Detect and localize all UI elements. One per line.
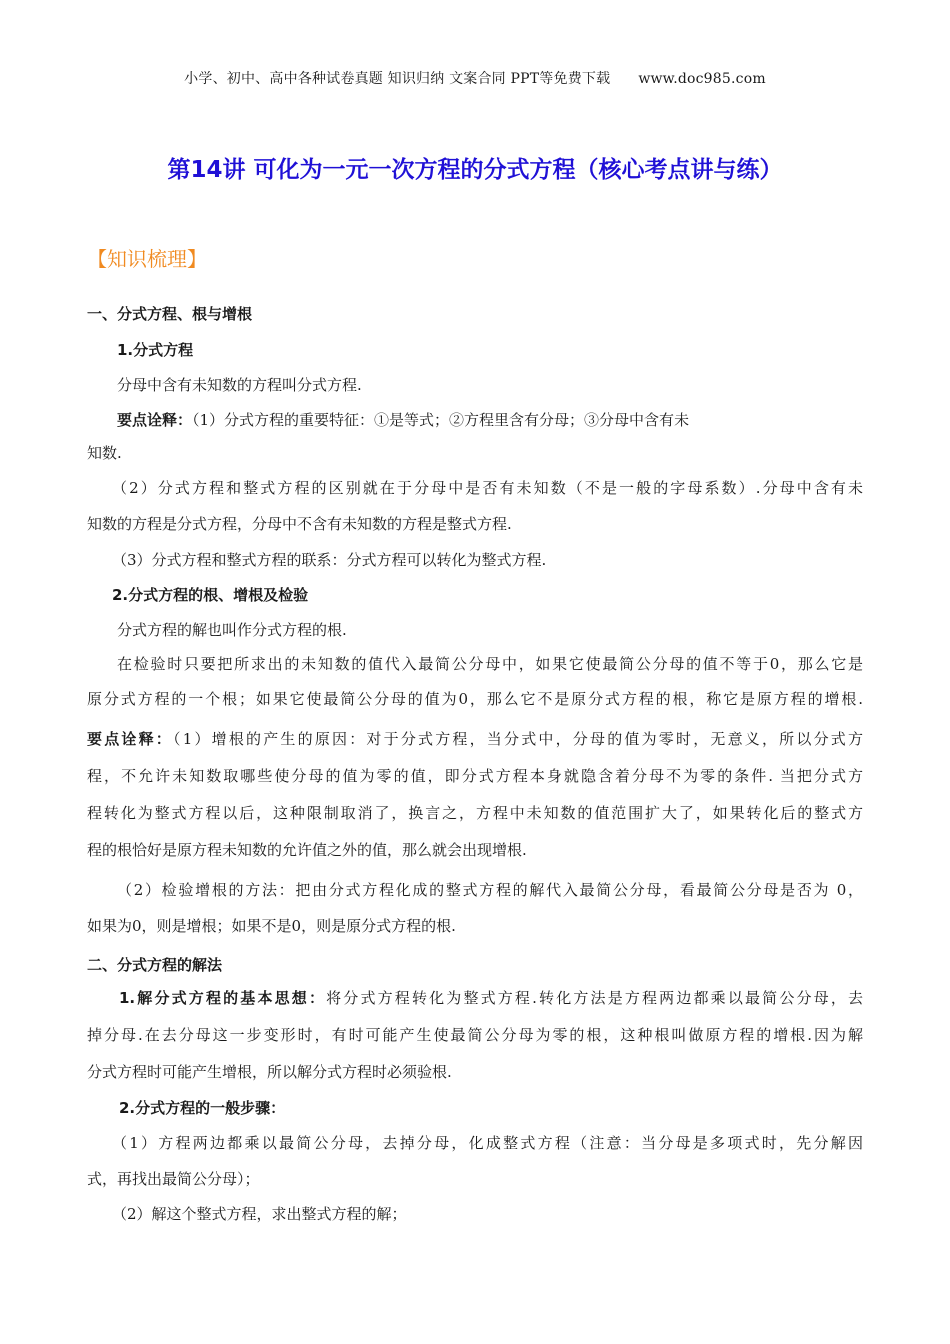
check-line-b: 原分式方程的一个根；如果它使最简公分母的值为0，那么它不是原分式方程的根，称它是原方程的增根. <box>87 690 863 708</box>
note-label-2: 要点诠释： <box>87 730 173 748</box>
extraneous-note-line-3: 程转化为整式方程以后，这种限制取消了，换言之，方程中未知数的值范围扩大了，如果转化后的整式方 <box>87 804 863 822</box>
section-tag: 【知识梳理】 <box>87 247 207 271</box>
header-text: 小学、初中、高中各种试卷真题 知识归纳 文案合同 PPT等免费下载 <box>184 71 611 87</box>
note-2-line-a: （2）分式方程和整式方程的区别就在于分母中是否有未知数（不是一般的字母系数）.分母中含有未 <box>112 479 863 497</box>
basic-idea-line-3: 分式方程时可能产生增根，所以解分式方程时必须验根. <box>87 1063 452 1081</box>
page-title: 第14讲 可化为一元一次方程的分式方程（核心考点讲与练） <box>167 157 783 183</box>
note-1-text: （1）分式方程的重要特征：①是等式；②方程里含有分母；③分母中含有未 <box>192 411 690 429</box>
extraneous-note-line-1 <box>87 729 863 749</box>
section-heading-1: 一、分式方程、根与增根 <box>87 305 253 323</box>
check-method-line-1: （2）检验增根的方法：把由分式方程化成的整式方程的解代入最简公分母，看最简公分母是否为 0， <box>117 881 863 899</box>
note-1-line-a <box>117 410 863 430</box>
step-2: （2）解这个整式方程，求出整式方程的解； <box>112 1205 407 1223</box>
extraneous-note-line-4: 程的根恰好是原方程未知数的允许值之外的值，那么就会出现增根. <box>87 841 527 859</box>
check-method-line-2: 如果为0，则是增根；如果不是0，则是原分式方程的根. <box>87 917 456 935</box>
extraneous-note-text: （1）增根的产生的原因：对于分式方程，当分式中，分母的值为零时，无意义，所以分式方 <box>173 730 863 748</box>
check-line-a: 在检验时只要把所求出的未知数的值代入最简公分母中，如果它使最简公分母的值不等于0，那么它是 <box>117 655 863 673</box>
page-header <box>0 68 950 88</box>
note-label: 要点诠释： <box>117 411 193 429</box>
basic-idea-line-1 <box>119 988 863 1008</box>
section-heading-2: 二、分式方程的解法 <box>87 956 223 974</box>
extraneous-note-line-2: 程，不允许未知数取哪些使分母的值为零的值，即分式方程本身就隐含着分母不为零的条件. 当把分式方 <box>87 767 863 785</box>
step-1-line-b: 式，再找出最简公分母）； <box>87 1170 260 1188</box>
general-steps-heading: 2.分式方程的一般步骤： <box>119 1099 286 1117</box>
header-url[interactable]: www.doc985.com <box>638 71 766 87</box>
note-1-line-b: 知数. <box>87 444 122 462</box>
basic-idea-label: 1.解分式方程的基本思想： <box>119 989 327 1007</box>
subheading-fractional-equation: 1.分式方程 <box>117 341 194 359</box>
definition-text: 分母中含有未知数的方程叫分式方程. <box>117 376 362 394</box>
basic-idea-text: 将分式方程转化为整式方程.转化方法是方程两边都乘以最简公分母，去 <box>326 989 863 1007</box>
step-1-line-a: （1）方程两边都乘以最简公分母，去掉分母，化成整式方程（注意：当分母是多项式时，先分解因 <box>112 1134 863 1152</box>
note-3: （3）分式方程和整式方程的联系：分式方程可以转化为整式方程. <box>112 551 547 569</box>
subheading-roots: 2.分式方程的根、增根及检验 <box>112 586 309 604</box>
basic-idea-line-2: 掉分母.在去分母这一步变形时，有时可能产生使最简公分母为零的根，这种根叫做原方程的增根.因为解 <box>87 1026 863 1044</box>
root-definition: 分式方程的解也叫作分式方程的根. <box>117 621 347 639</box>
note-2-line-b: 知数的方程是分式方程，分母中不含有未知数的方程是整式方程. <box>87 515 512 533</box>
